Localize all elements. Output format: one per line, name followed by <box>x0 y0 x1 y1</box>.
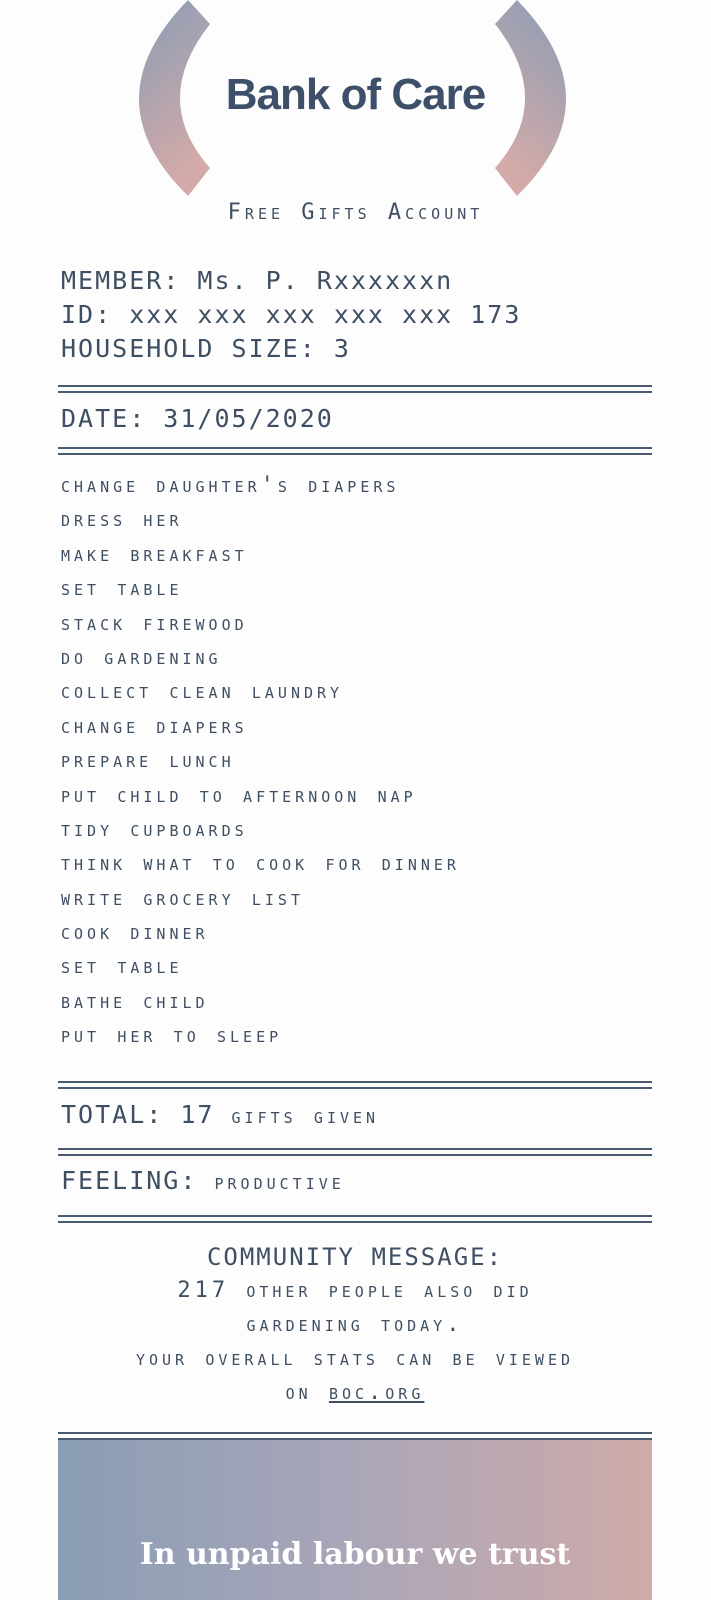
member-name: MEMBER: Ms. P. Rxxxxxxn <box>61 266 454 295</box>
total-line <box>61 1098 379 1134</box>
list-item: change daughter's diapers <box>61 473 400 498</box>
community-line <box>58 1376 652 1410</box>
list-item: put her to sleep <box>61 1023 283 1049</box>
community-message <box>58 1240 652 1410</box>
list-item: bathe child <box>61 988 209 1014</box>
receipt-date: DATE: 31/05/2020 <box>61 404 334 433</box>
website-link[interactable]: boc.org <box>328 1380 425 1405</box>
divider <box>58 1215 652 1223</box>
divider <box>58 1148 652 1156</box>
list-item: dress her <box>61 507 183 533</box>
community-line <box>58 1274 652 1308</box>
list-item: stack firewood <box>61 610 248 636</box>
footer-banner <box>58 1440 652 1600</box>
list-item: make breakfast <box>61 541 248 567</box>
divider <box>58 1081 652 1089</box>
list-item: cook dinner <box>61 920 209 946</box>
household-size: HOUSEHOLD SIZE: 3 <box>61 334 351 363</box>
list-item: write grocery list <box>61 885 304 911</box>
list-item: put child to afternoon nap <box>61 782 417 808</box>
community-prefix: on <box>285 1380 312 1405</box>
divider <box>58 385 652 393</box>
feeling-value: productive <box>214 1170 345 1195</box>
account-type: Free Gifts Account <box>227 200 484 225</box>
list-item: collect clean laundry <box>61 679 344 705</box>
feeling-label: FEELING: <box>61 1166 198 1195</box>
member-info <box>61 264 521 366</box>
divider <box>58 1432 652 1440</box>
member-id: ID: xxx xxx xxx xxx xxx 173 <box>61 300 522 329</box>
divider <box>58 447 652 455</box>
brand-name: Bank of Care <box>225 70 486 119</box>
community-text: other people also did <box>246 1278 533 1303</box>
feeling-line <box>61 1164 345 1200</box>
list-item: prepare lunch <box>61 748 235 774</box>
slogan: In unpaid labour we trust <box>139 1537 571 1572</box>
community-heading: COMMUNITY MESSAGE: <box>206 1243 504 1271</box>
community-count: 217 <box>177 1278 230 1303</box>
community-line: your overall stats can be viewed <box>135 1346 575 1371</box>
list-item: tidy cupboards <box>61 816 248 842</box>
list-item: think what to cook for dinner <box>61 851 460 877</box>
list-item: change diapers <box>61 713 248 739</box>
community-line: gardening today. <box>246 1312 464 1337</box>
total-label: TOTAL: 17 <box>61 1100 215 1129</box>
list-item: set table <box>61 576 183 602</box>
total-value: gifts given <box>231 1104 380 1129</box>
list-item: do gardening <box>61 644 222 670</box>
receipt-header <box>0 0 711 200</box>
list-item: set table <box>61 954 183 980</box>
task-list <box>61 469 460 1054</box>
